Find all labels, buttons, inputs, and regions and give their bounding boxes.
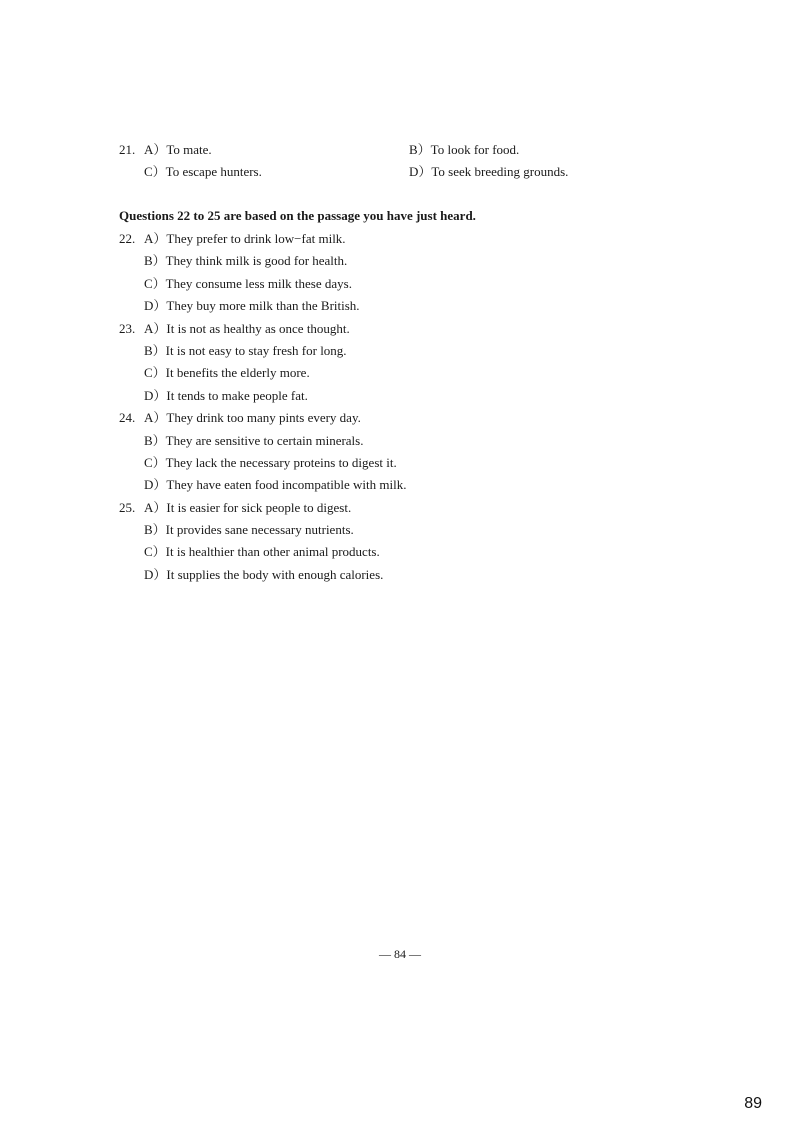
pdf-page-number: 89 (744, 1095, 762, 1112)
option-b: B）It is not easy to stay fresh for long. (144, 342, 347, 358)
option-d: D）They have eaten food incompatible with milk. (144, 477, 407, 493)
option-row (119, 541, 639, 563)
question-number: 22. (119, 231, 136, 246)
option-a: A）It is easier for sick people to digest. (144, 499, 352, 515)
option-d: D）To seek breeding grounds. (409, 164, 569, 179)
option-row (119, 340, 639, 362)
section-heading: Questions 22 to 25 are based on the passage you have just heard. (119, 208, 476, 223)
option-row (119, 228, 639, 250)
option-d: D）It tends to make people fat. (144, 387, 308, 403)
question-21 (119, 139, 639, 183)
question-number: 25. (119, 499, 136, 515)
question-22 (119, 228, 639, 318)
question-21-row-2 (119, 161, 639, 183)
option-d: D）It supplies the body with enough calories. (144, 566, 384, 582)
option-c: C）It is healthier than other animal products. (144, 544, 380, 560)
question-21-row-1 (119, 139, 639, 161)
option-row (119, 452, 639, 474)
option-row (119, 564, 639, 586)
option-row (119, 407, 639, 429)
option-row (119, 385, 639, 407)
option-b: B）They are sensitive to certain minerals. (144, 432, 364, 448)
option-c: C）To escape hunters. (144, 164, 262, 179)
option-c: C）They consume less milk these days. (144, 275, 352, 291)
option-row (119, 430, 639, 452)
option-row (119, 250, 639, 272)
question-number: 21. (119, 142, 136, 157)
question-number: 24. (119, 410, 136, 426)
option-row (119, 273, 639, 295)
option-row (119, 318, 639, 340)
question-list (119, 228, 639, 586)
question-25 (119, 497, 639, 587)
option-b: B）To look for food. (409, 142, 520, 157)
option-a: A）They prefer to drink low−fat milk. (144, 231, 346, 246)
page-marker: — 84 — (379, 947, 421, 961)
option-c: C）It benefits the elderly more. (144, 365, 310, 381)
option-row (119, 474, 639, 496)
option-d: D）They buy more milk than the British. (144, 298, 360, 314)
question-number: 23. (119, 320, 136, 336)
option-a: A）It is not as healthy as once thought. (144, 320, 350, 336)
option-row (119, 497, 639, 519)
option-row (119, 519, 639, 541)
option-a: A）To mate. (144, 142, 212, 157)
option-b: B）It provides sane necessary nutrients. (144, 522, 354, 538)
option-c: C）They lack the necessary proteins to digest it. (144, 454, 397, 470)
question-24 (119, 407, 639, 497)
option-a: A）They drink too many pints every day. (144, 410, 361, 426)
option-row (119, 362, 639, 384)
question-23 (119, 318, 639, 408)
option-b: B）They think milk is good for health. (144, 253, 348, 269)
option-row (119, 295, 639, 317)
